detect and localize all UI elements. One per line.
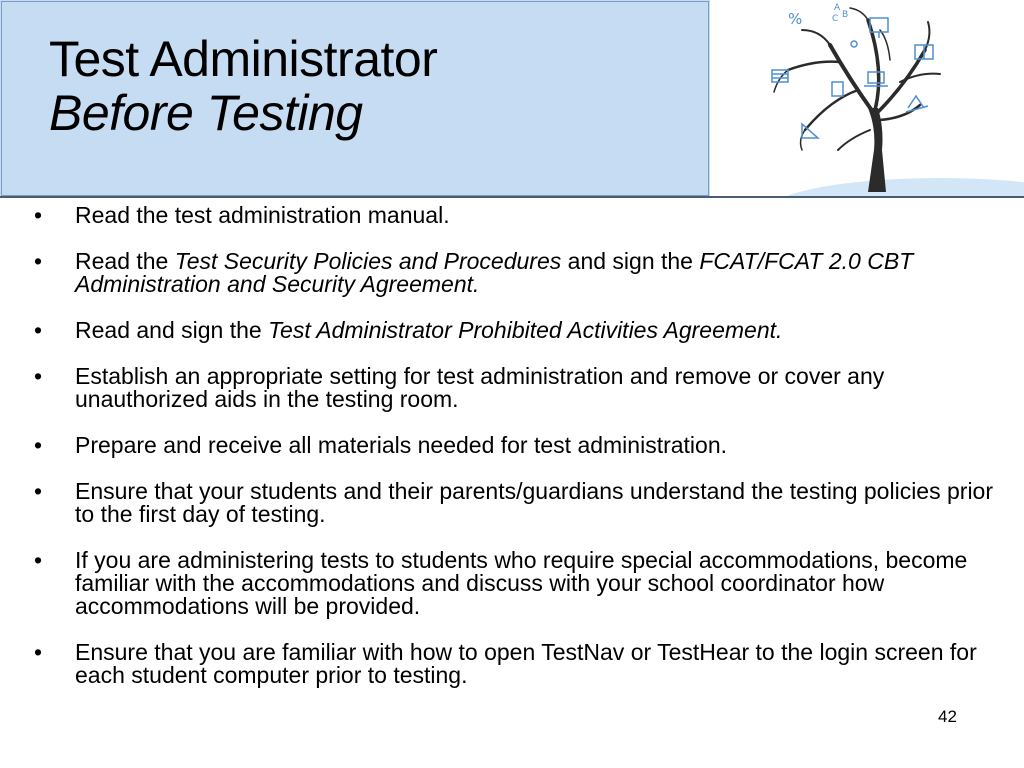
bullet-item <box>0 365 1024 411</box>
document-title: Test Administrator Prohibited Activities Agreement. <box>268 317 783 343</box>
bullet-text: Read the test administration manual. <box>75 202 450 228</box>
bullet-text: Read and sign the <box>75 317 269 343</box>
tree-illustration <box>710 0 1024 197</box>
percent-icon: % <box>788 10 803 28</box>
bullet-text: and sign the <box>561 248 700 274</box>
ground-hill <box>770 178 1024 197</box>
letter-c: C <box>832 14 839 24</box>
bullet-text: Read the <box>75 248 175 274</box>
bullet-text: Ensure that you are familiar with how to open TestNav or TestHear to the login screen for each student computer prior to testing. <box>75 639 977 688</box>
bullet-text: Prepare and receive all materials needed for test administration. <box>75 432 728 458</box>
slide-title <box>49 32 437 140</box>
bulb-icon <box>851 41 857 47</box>
bullet-item <box>0 250 1024 296</box>
bullet-item <box>0 549 1024 618</box>
title-line-1: Test Administrator <box>49 31 438 87</box>
bullet-item <box>0 204 1024 227</box>
document-title: FCAT/FCAT 2.0 CBT Administration and Security Agreement. <box>75 248 914 297</box>
bullet-text: Establish an appropriate setting for test administration and remove or cover any unauthorized aids in the testing room. <box>75 363 885 412</box>
title-panel <box>1 1 709 196</box>
letter-a: A <box>834 3 841 13</box>
bullet-item <box>0 480 1024 526</box>
document-title: Test Security Policies and Procedures <box>174 248 562 274</box>
compass-icon <box>908 96 924 108</box>
bullet-item <box>0 319 1024 342</box>
bullet-item <box>0 641 1024 687</box>
page-number: 42 <box>938 707 957 726</box>
tree-branches <box>774 8 940 150</box>
bullet-item <box>0 434 1024 457</box>
bullet-text: Ensure that your students and their parents/guardians understand the testing policies prior to the first day of testing. <box>75 478 994 527</box>
bullet-text: If you are administering tests to students who require special accommodations, become familiar with the accommodations and discuss with your school coordinator how accommodations will be provided. <box>75 547 968 619</box>
bullet-list <box>0 204 1024 710</box>
header-divider <box>0 196 1024 198</box>
education-tree-icon <box>710 0 1024 197</box>
laptop-icon <box>868 72 884 83</box>
slide-header <box>0 0 1024 197</box>
title-line-2: Before Testing <box>49 85 363 141</box>
letter-b: B <box>842 10 849 20</box>
calculator-icon <box>832 82 843 96</box>
